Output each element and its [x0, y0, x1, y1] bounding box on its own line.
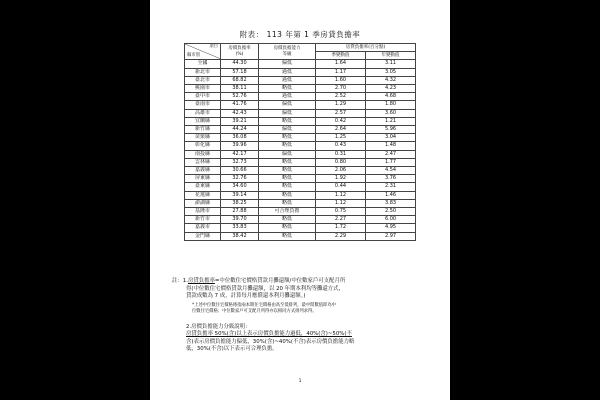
cell-level: 略低: [259, 191, 316, 199]
cell-level: 偏低: [259, 60, 316, 68]
cell-region: 南投縣: [185, 150, 221, 158]
cell-ratio: 52.76: [221, 93, 259, 101]
cell-level: 偏低: [259, 109, 316, 117]
note-2-line-2: 含)表示房價負擔能力偏低，30%(含)~40%(不含)表示房價負擔能力略: [186, 338, 355, 345]
cell-ratio: 44.30: [221, 60, 259, 68]
cell-qoq: 2.57: [316, 109, 366, 117]
header-ratio-unit: (%): [235, 51, 244, 57]
cell-qoq: 1.29: [316, 101, 366, 109]
cell-level: 略低: [259, 117, 316, 125]
header-item-label: 項目: [209, 44, 218, 49]
table-row: [185, 183, 416, 191]
cell-qoq: 2.64: [316, 126, 366, 134]
table-row: [185, 224, 416, 232]
cell-region: 臺中市: [185, 93, 221, 101]
cell-ratio: 32.76: [221, 175, 259, 183]
header-yoy: 年變動值: [366, 52, 416, 60]
cell-region: 金門縣: [185, 232, 221, 240]
cell-level: 略低: [259, 84, 316, 92]
cell-yoy: 1.80: [366, 101, 416, 109]
cell-region: 澎湖縣: [185, 199, 221, 207]
cell-qoq: 0.44: [316, 183, 366, 191]
cell-ratio: 38.25: [221, 199, 259, 207]
cell-qoq: 0.43: [316, 142, 366, 150]
cell-yoy: 1.48: [366, 142, 416, 150]
cell-yoy: 2.47: [366, 150, 416, 158]
header-ratio: [221, 44, 259, 60]
cell-yoy: 6.00: [366, 216, 416, 224]
cell-region: 嘉義市: [185, 224, 221, 232]
notes-section: [172, 278, 434, 354]
cell-yoy: 4.23: [366, 84, 416, 92]
note-1-term: 房貸負擔率: [187, 278, 215, 284]
header-diagonal-cell: [185, 44, 221, 60]
cell-yoy: 3.05: [366, 68, 416, 76]
cell-ratio: 57.18: [221, 68, 259, 76]
cell-level: 過低: [259, 93, 316, 101]
cell-region: 苗栗縣: [185, 134, 221, 142]
table-row: [185, 150, 416, 158]
cell-qoq: 2.29: [316, 232, 366, 240]
cell-yoy: 3.60: [366, 109, 416, 117]
cell-ratio: 42.17: [221, 150, 259, 158]
cell-yoy: 1.46: [366, 191, 416, 199]
cell-level: 偏低: [259, 150, 316, 158]
cell-region: 基隆市: [185, 208, 221, 216]
cell-region: 屏東縣: [185, 175, 221, 183]
table-row: [185, 191, 416, 199]
note-1-prefix: 註：1.: [172, 278, 188, 284]
page-number: 1: [298, 379, 302, 384]
cell-region: 臺北市: [185, 76, 221, 84]
cell-ratio: 39.21: [221, 117, 259, 125]
cell-yoy: 1.21: [366, 117, 416, 125]
cell-qoq: 2.06: [316, 167, 366, 175]
cell-ratio: 36.08: [221, 134, 259, 142]
note-1-small-2: 位數住宅價格；中位數家戶可支配月所得亦以相同方式排列求得。: [192, 309, 317, 315]
cell-region: 雲林縣: [185, 158, 221, 166]
cell-qoq: 2.70: [316, 84, 366, 92]
cell-yoy: 4.54: [366, 167, 416, 175]
cell-qoq: 1.17: [316, 68, 366, 76]
table-title: 附表： 113 年第 1 季房貸負擔率: [239, 30, 361, 39]
cell-ratio: 33.83: [221, 224, 259, 232]
cell-qoq: 2.52: [316, 93, 366, 101]
cell-level: 略低: [259, 175, 316, 183]
cell-level: 略低: [259, 142, 316, 150]
cell-region: 桃園市: [185, 84, 221, 92]
note-1-small-1: *上述中位數住宅價格係指兩本期住宅價格由高至低排列，最中間數值即為中: [192, 302, 336, 308]
table-row: [185, 76, 416, 84]
table-row: [185, 84, 416, 92]
table-row: [185, 167, 416, 175]
cell-level: 略低: [259, 167, 316, 175]
cell-yoy: 4.95: [366, 224, 416, 232]
cell-yoy: 2.97: [366, 232, 416, 240]
cell-qoq: 1.72: [316, 224, 366, 232]
cell-qoq: 1.12: [316, 191, 366, 199]
cell-yoy: 3.11: [366, 60, 416, 68]
cell-level: 略低: [259, 183, 316, 191]
cell-region: 新竹市: [185, 216, 221, 224]
cell-level: 可合理負擔: [259, 208, 316, 216]
cell-qoq: 1.60: [316, 76, 366, 84]
cell-qoq: 0.75: [316, 208, 366, 216]
cell-qoq: 0.80: [316, 158, 366, 166]
housing-burden-table: [184, 43, 416, 241]
table-row: [185, 216, 416, 224]
cell-yoy: 2.31: [366, 183, 416, 191]
cell-qoq: 1.92: [316, 175, 366, 183]
cell-ratio: 39.14: [221, 191, 259, 199]
cell-yoy: 4.68: [366, 93, 416, 101]
cell-yoy: 3.76: [366, 175, 416, 183]
cell-level: 略低: [259, 134, 316, 142]
cell-region: 新竹縣: [185, 126, 221, 134]
document-page: [150, 0, 450, 400]
table-row: [185, 109, 416, 117]
cell-region: 臺東縣: [185, 183, 221, 191]
header-qoq: 季變動值: [316, 52, 366, 60]
table-row: [185, 158, 416, 166]
cell-qoq: 1.64: [316, 60, 366, 68]
cell-level: 過低: [259, 68, 316, 76]
header-level-unit: 等級: [282, 51, 292, 57]
cell-qoq: 1.25: [316, 134, 366, 142]
header-level-label: 房價負擔能力: [273, 45, 301, 51]
cell-level: 略低: [259, 199, 316, 207]
cell-region: 彰化縣: [185, 142, 221, 150]
cell-yoy: 3.04: [366, 134, 416, 142]
cell-level: 略低: [259, 216, 316, 224]
cell-ratio: 39.96: [221, 142, 259, 150]
note-1-line-3: 貸款成數為 7 成，計算每月應償還本利月攤還額。): [186, 293, 306, 300]
cell-qoq: 0.42: [316, 117, 366, 125]
cell-ratio: 30.66: [221, 167, 259, 175]
cell-ratio: 39.70: [221, 216, 259, 224]
table-row: [185, 126, 416, 134]
cell-level: 偏低: [259, 126, 316, 134]
cell-ratio: 41.76: [221, 101, 259, 109]
header-level: [259, 44, 316, 60]
cell-yoy: 3.83: [366, 199, 416, 207]
note-1-line-2: 得(中位數住宅價格貸款月攤還額，以 20 年期本利均等攤還方式，: [186, 285, 344, 292]
table-header-row-1: [185, 44, 416, 52]
cell-region: 全國: [185, 60, 221, 68]
cell-ratio: 34.60: [221, 183, 259, 191]
cell-level: 偏低: [259, 101, 316, 109]
table-row: [185, 232, 416, 240]
table-row: [185, 93, 416, 101]
note-1-definition: =中位數住宅價格貸款月攤還額/中位數家戶可支配月所: [214, 278, 346, 284]
table-row: [185, 208, 416, 216]
cell-region: 臺南市: [185, 101, 221, 109]
cell-region: 高雄市: [185, 109, 221, 117]
cell-yoy: 2.50: [366, 208, 416, 216]
cell-region: 新北市: [185, 68, 221, 76]
cell-ratio: 32.73: [221, 158, 259, 166]
table-row: [185, 134, 416, 142]
table-row: [185, 101, 416, 109]
cell-level: 略低: [259, 158, 316, 166]
header-ratio-label: 房價負擔率: [228, 45, 251, 51]
table-row: [185, 60, 416, 68]
cell-ratio: 38.42: [221, 232, 259, 240]
cell-qoq: 1.12: [316, 199, 366, 207]
cell-level: 略低: [259, 224, 316, 232]
cell-yoy: 1.77: [366, 158, 416, 166]
note-1-line-1: [172, 278, 434, 286]
cell-ratio: 27.88: [221, 208, 259, 216]
table-row: [185, 68, 416, 76]
note-2-line-1: 房貸負擔率 50%(含)以上表示房價負擔能力過低，40%(含)~50%(不: [186, 331, 352, 338]
table-row: [185, 199, 416, 207]
table-row: [185, 142, 416, 150]
cell-qoq: 0.31: [316, 150, 366, 158]
cell-yoy: 5.96: [366, 126, 416, 134]
cell-level: 過低: [259, 76, 316, 84]
cell-ratio: 44.24: [221, 126, 259, 134]
cell-qoq: 2.27: [316, 216, 366, 224]
header-region-label: 縣市別: [187, 53, 200, 59]
table-body: [185, 60, 416, 240]
table-row: [185, 175, 416, 183]
cell-ratio: 68.82: [221, 76, 259, 84]
cell-ratio: 38.11: [221, 84, 259, 92]
cell-yoy: 4.32: [366, 76, 416, 84]
note-2-title: 2.房價負擔能力分級說明：: [186, 323, 251, 330]
header-change: 房貸負擔率(百分點): [316, 44, 416, 52]
cell-region: 嘉義縣: [185, 167, 221, 175]
note-2-line-3: 低，30%(不含)以下表示可合理負擔。: [186, 346, 278, 353]
cell-level: 略低: [259, 232, 316, 240]
cell-ratio: 42.43: [221, 109, 259, 117]
cell-region: 花蓮縣: [185, 191, 221, 199]
table-row: [185, 117, 416, 125]
cell-region: 宜蘭縣: [185, 117, 221, 125]
